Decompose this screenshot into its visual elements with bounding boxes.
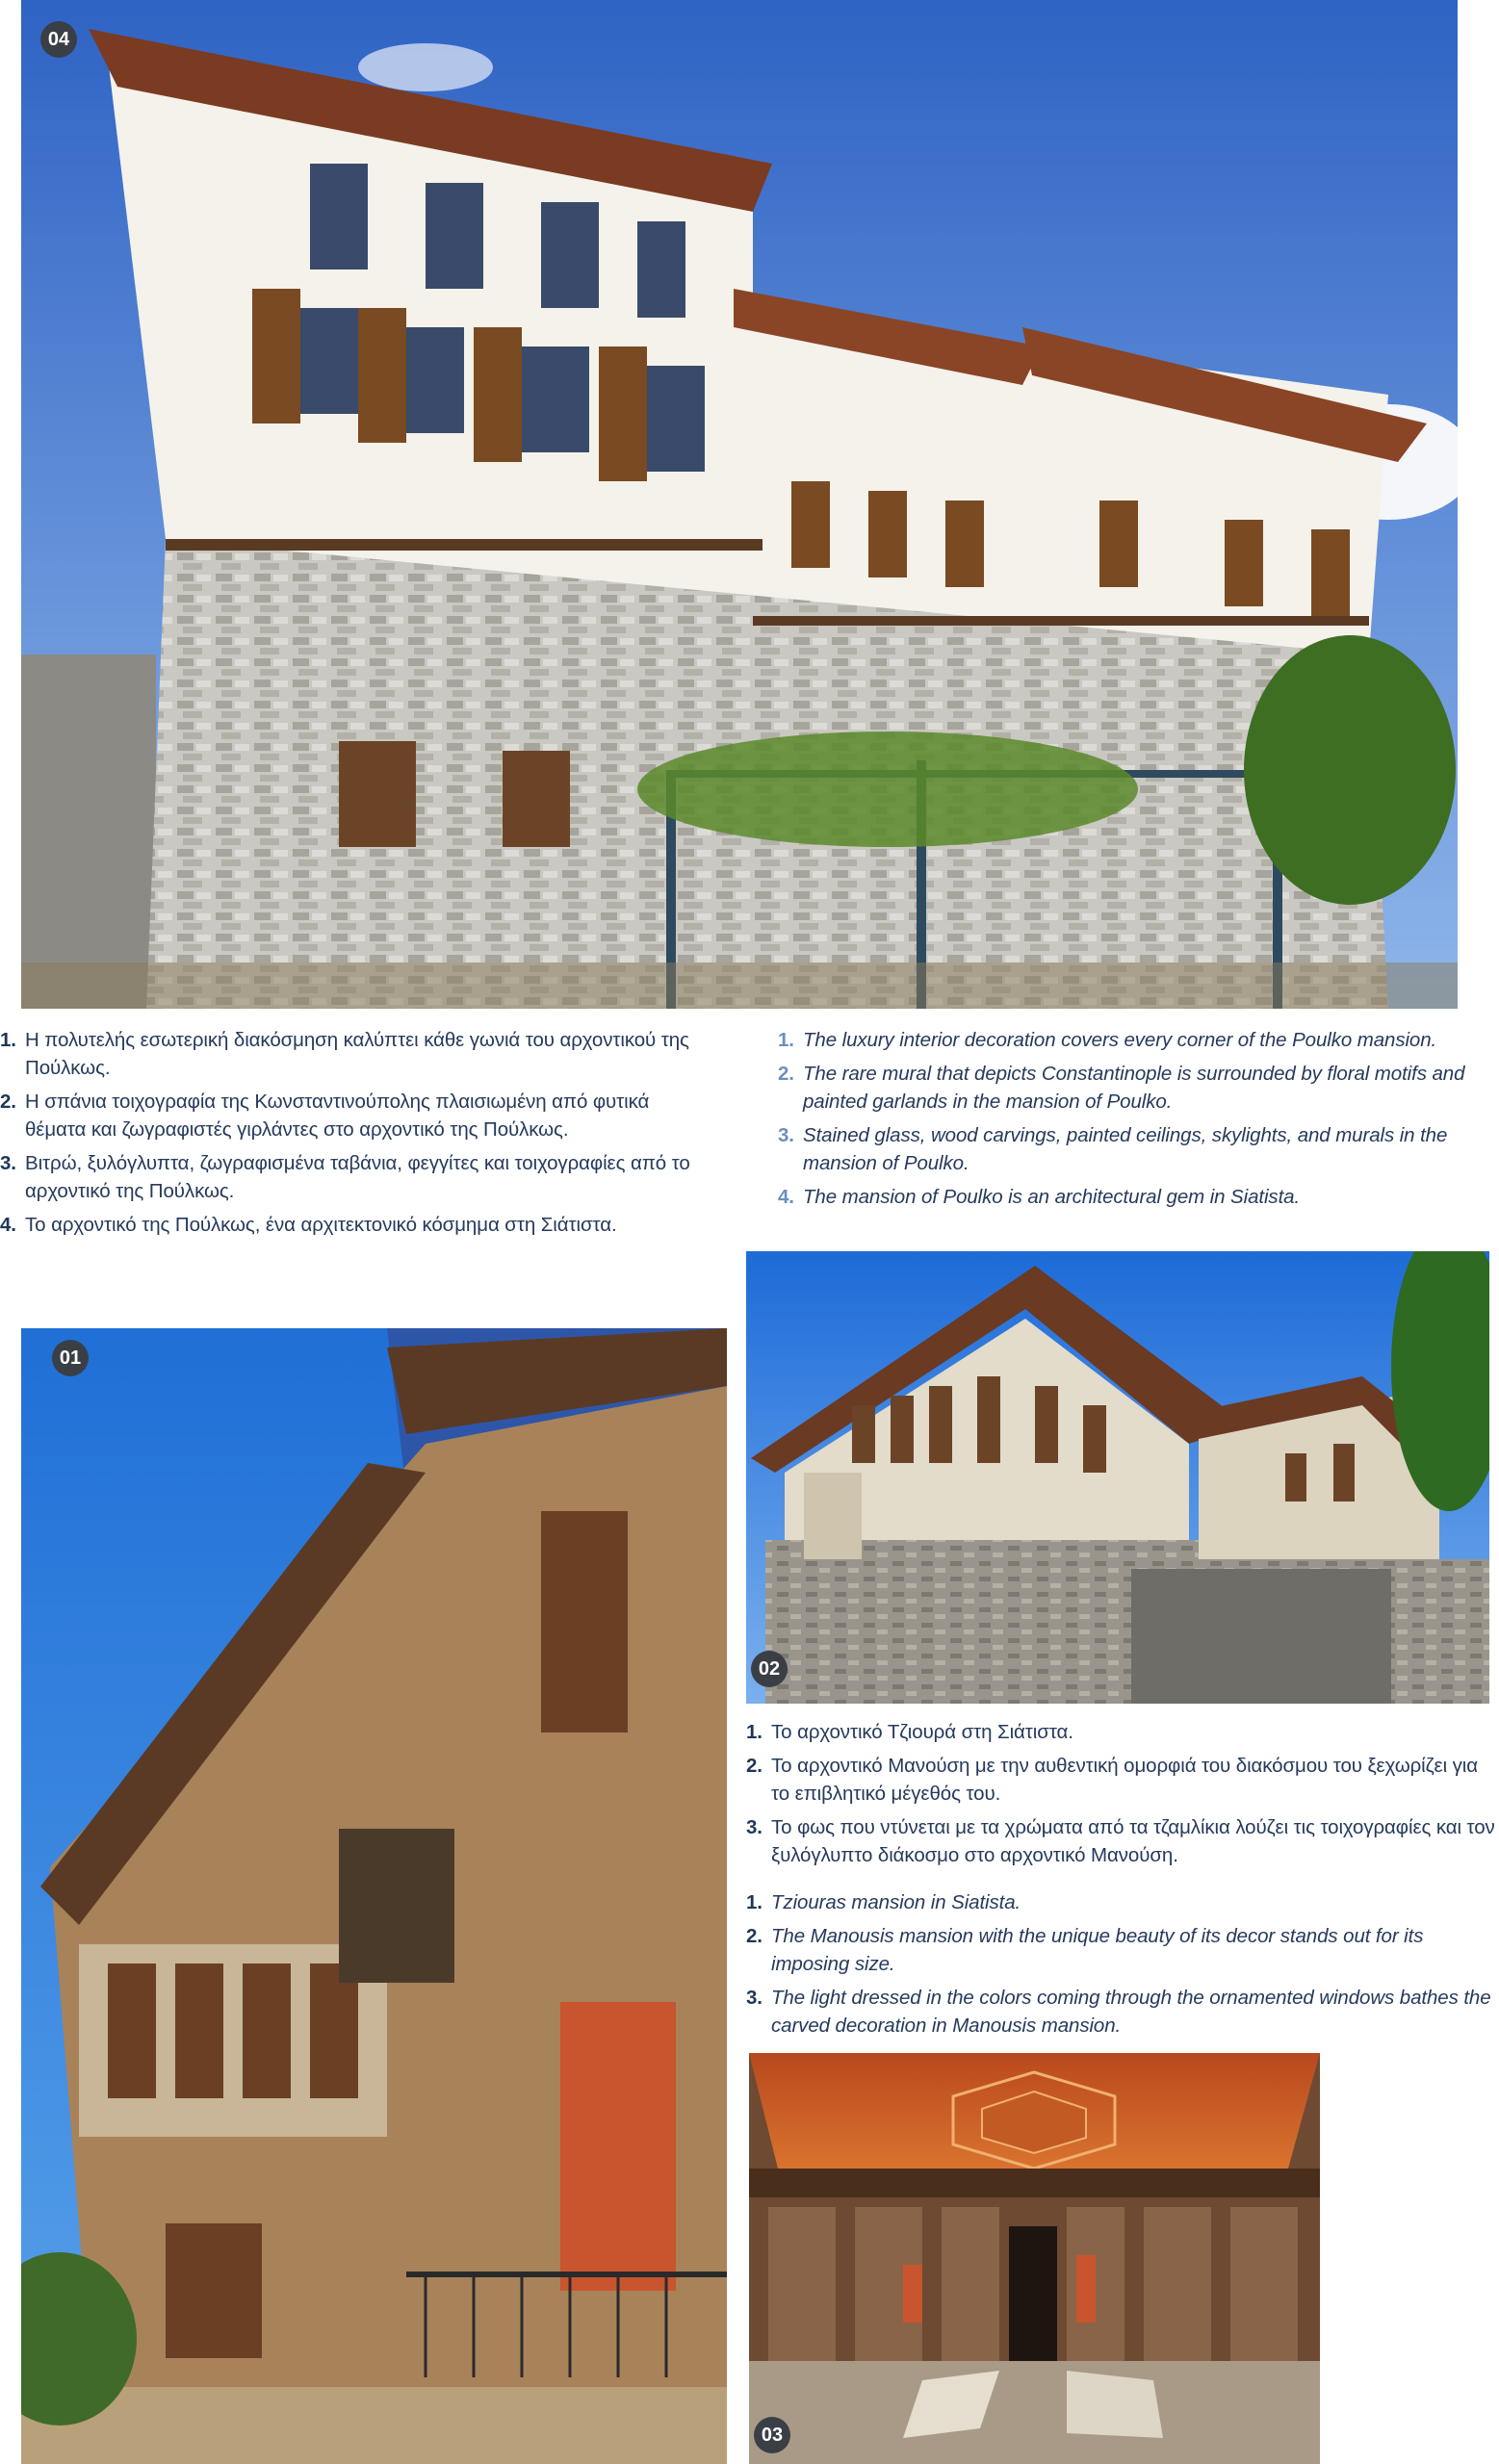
caption-number: 2. xyxy=(746,1925,762,1947)
caption-item xyxy=(778,1060,1499,1116)
caption-block-greek-top xyxy=(0,1026,708,1245)
caption-text: Η σπάνια τοιχογραφία της Κωνσταντινούπολης πλαισιωμένη από φυτικά θέματα και ζωγραφιστές γιρλάντες στο αρχοντικό της Πούλκως. xyxy=(25,1091,650,1141)
photo-number-badge-04: 04 xyxy=(40,21,77,58)
caption-text: The luxury interior decoration covers every corner of the Poulko mansion. xyxy=(803,1029,1437,1051)
caption-list xyxy=(746,1888,1499,2040)
caption-item xyxy=(746,1718,1499,1746)
caption-text: Το φως που ντύνεται με τα χρώματα από τα τζαμλίκια λούζει τις τοιχογραφίες και τον ξυλόγλυπτο διάκοσμο στο αρχοντικό Μανούση. xyxy=(771,1816,1495,1866)
photo-manousis-interior xyxy=(749,2053,1320,2464)
caption-text: The mansion of Poulko is an architectural gem in Siatista. xyxy=(803,1186,1301,1208)
caption-item xyxy=(778,1183,1499,1211)
caption-item xyxy=(0,1088,708,1143)
caption-item xyxy=(746,1752,1499,1808)
caption-number: 1. xyxy=(0,1029,16,1051)
caption-number: 4. xyxy=(778,1186,794,1208)
caption-number: 3. xyxy=(0,1152,16,1174)
caption-item xyxy=(746,1922,1499,1978)
caption-text: Η πολυτελής εσωτερική διακόσμηση καλύπτει κάθε γωνιά του αρχοντικού της Πούλκως. xyxy=(25,1029,689,1079)
caption-block-english-middle xyxy=(746,1888,1499,2045)
caption-item xyxy=(746,1984,1499,2040)
caption-text: Tziouras mansion in Siatista. xyxy=(771,1891,1021,1913)
caption-item xyxy=(778,1121,1499,1177)
caption-item xyxy=(746,1813,1499,1869)
caption-number: 1. xyxy=(746,1891,762,1913)
photo-poulko-mansion xyxy=(21,0,1458,1009)
caption-list xyxy=(778,1026,1499,1211)
photo-old-mansion-siatista xyxy=(21,1328,727,2464)
caption-text: Το αρχοντικό Μανούση με την αυθεντική ομορφιά του διακόσμου του ξεχωρίζει για το επιβλητικό μέγεθός του. xyxy=(771,1755,1478,1805)
caption-list xyxy=(746,1718,1499,1869)
photo-number-badge-02: 02 xyxy=(751,1651,788,1687)
photo-number-badge-01: 01 xyxy=(52,1340,89,1376)
caption-number: 1. xyxy=(746,1721,762,1743)
caption-text: Βιτρώ, ξυλόγλυπτα, ζωγραφισμένα ταβάνια, φεγγίτες και τοιχογραφίες από το αρχοντικό της Πούλκως. xyxy=(25,1152,690,1202)
caption-block-greek-middle xyxy=(746,1718,1499,1875)
caption-number: 3. xyxy=(778,1124,794,1146)
caption-text: The light dressed in the colors coming through the ornamented windows bathes the carved decoration in Manousis mansion. xyxy=(771,1987,1491,2037)
caption-text: Το αρχοντικό Τζιουρά στη Σιάτιστα. xyxy=(771,1721,1073,1743)
caption-list xyxy=(0,1026,708,1239)
caption-text: The Manousis mansion with the unique beauty of its decor stands out for its imposing size. xyxy=(771,1925,1424,1975)
photo-number-badge-03: 03 xyxy=(754,2417,790,2453)
caption-item xyxy=(0,1026,708,1082)
caption-number: 2. xyxy=(0,1091,16,1113)
caption-item xyxy=(0,1211,708,1239)
caption-number: 2. xyxy=(778,1063,794,1085)
caption-item xyxy=(0,1149,708,1205)
caption-number: 1. xyxy=(778,1029,794,1051)
caption-number: 3. xyxy=(746,1816,762,1838)
caption-block-english-top xyxy=(778,1026,1499,1217)
photo-tziouras-mansion xyxy=(746,1251,1489,1704)
caption-text: The rare mural that depicts Constantinople is surrounded by floral motifs and painted garlands in the mansion of Poulko. xyxy=(803,1063,1465,1113)
caption-number: 3. xyxy=(746,1987,762,2009)
caption-number: 4. xyxy=(0,1214,16,1236)
caption-text: Το αρχοντικό της Πούλκως, ένα αρχιτεκτονικό κόσμημα στη Σιάτιστα. xyxy=(25,1214,617,1236)
caption-item xyxy=(778,1026,1499,1054)
caption-number: 2. xyxy=(746,1755,762,1777)
caption-text: Stained glass, wood carvings, painted ceilings, skylights, and murals in the mansion of Poulko. xyxy=(803,1124,1448,1174)
caption-item xyxy=(746,1888,1499,1916)
